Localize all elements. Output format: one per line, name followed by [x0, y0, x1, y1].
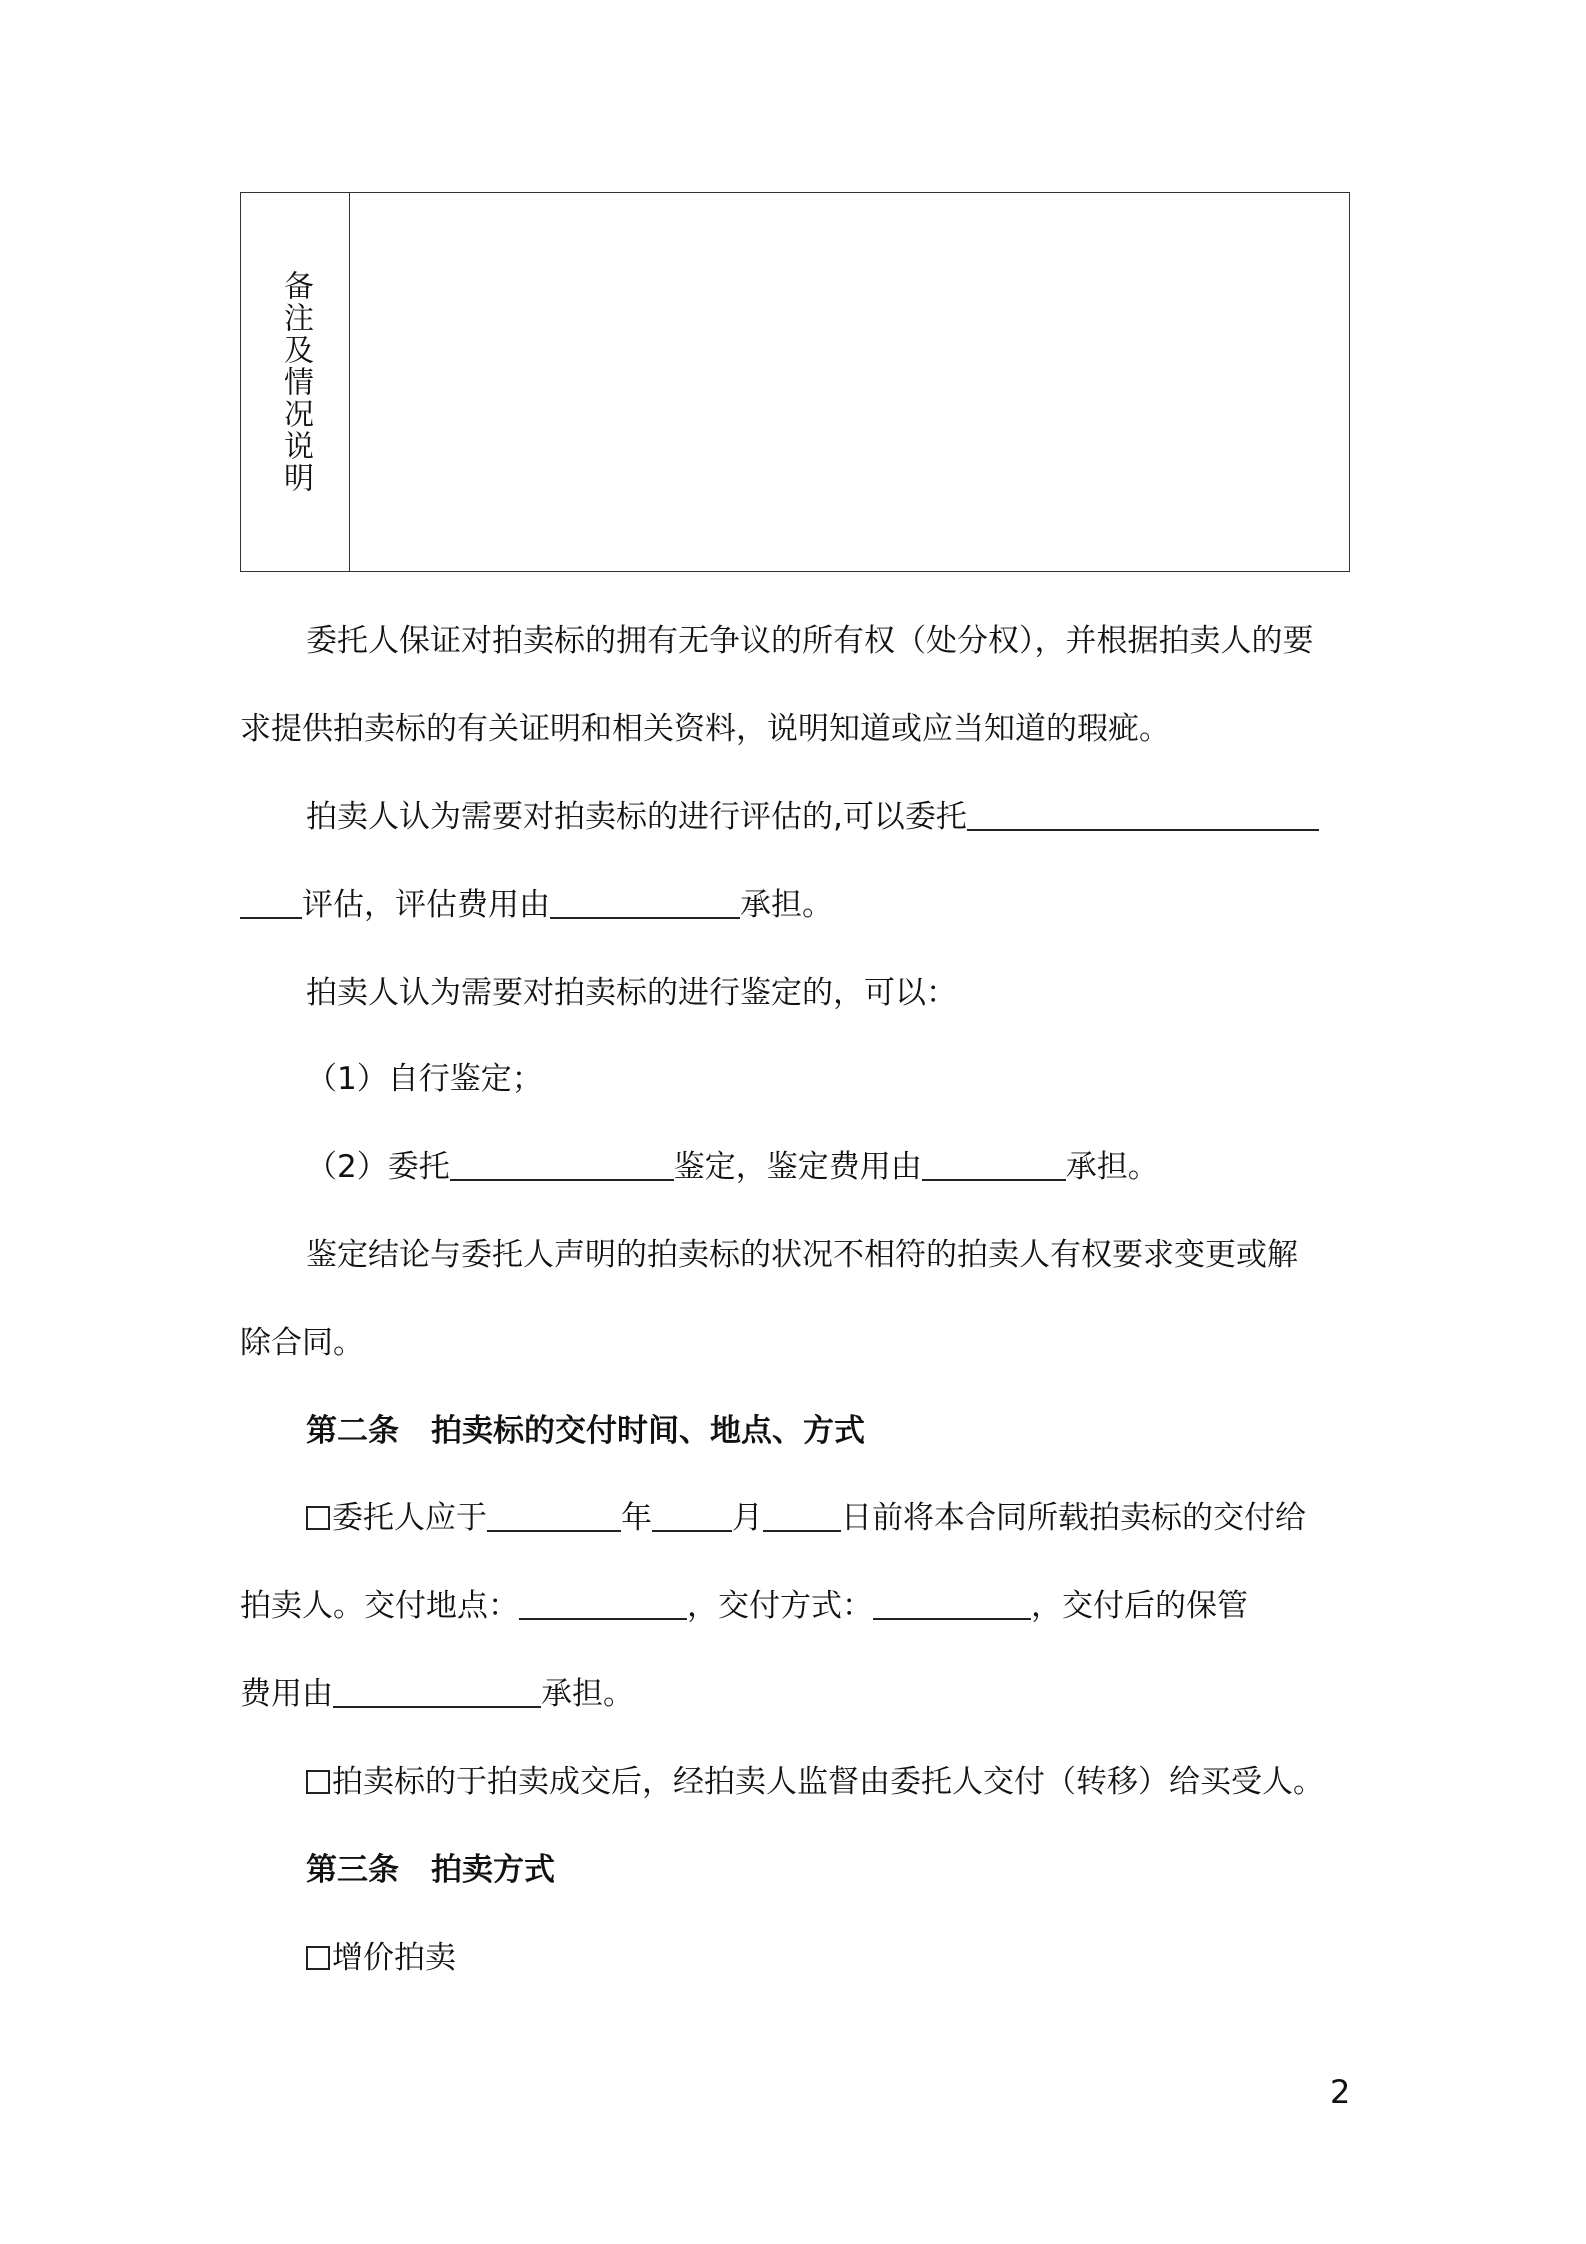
notes-label-cell	[241, 193, 350, 571]
delivery-method-blank[interactable]	[873, 1588, 1031, 1620]
paragraph-option-2: （2）委托 鉴定，鉴定费用由 承担。	[306, 1149, 1159, 1185]
paragraph-appraisal-line2: 评估，评估费用由 承担。	[240, 885, 1352, 925]
paragraph-delivery-line3: 费用由 承担。	[240, 1676, 634, 1712]
appraiser-blank-continued[interactable]	[240, 887, 302, 919]
authentication-fee-payer-blank[interactable]	[922, 1149, 1066, 1181]
paragraph-ascending-auction: 增价拍卖	[240, 1938, 1352, 1978]
paragraph-ownership-line2: 求提供拍卖标的有关证明和相关资料，说明知道或应当知道的瑕疵。	[240, 711, 1170, 747]
appraiser-blank[interactable]	[967, 799, 1319, 831]
paragraph-delivery-after-sale: 拍卖标的于拍卖成交后，经拍卖人监督由委托人交付（转移）给买受人。	[240, 1762, 1352, 1802]
paragraph-appraisal-line1: 拍卖人认为需要对拍卖标的进行评估的,可以委托	[240, 797, 1352, 837]
authenticator-blank[interactable]	[450, 1149, 674, 1181]
notes-label: 备注及情况说明	[278, 270, 313, 494]
paragraph-conclusion-line1: 鉴定结论与委托人声明的拍卖标的状况不相符的拍卖人有权要求变更或解	[306, 1237, 1298, 1273]
delivery-year-blank[interactable]	[487, 1500, 621, 1532]
checkbox-delivery-before-auction[interactable]	[306, 1506, 330, 1530]
paragraph-ownership-line1: 委托人保证对拍卖标的拥有无争议的所有权（处分权），并根据拍卖人的要	[306, 623, 1314, 659]
checkbox-ascending-auction[interactable]	[306, 1946, 330, 1970]
appraisal-fee-payer-blank[interactable]	[550, 887, 740, 919]
storage-fee-payer-blank[interactable]	[333, 1676, 541, 1708]
delivery-month-blank[interactable]	[652, 1500, 732, 1532]
article-2-heading: 第二条 拍卖标的交付时间、地点、方式	[306, 1413, 865, 1449]
article-3-heading: 第三条 拍卖方式	[306, 1852, 555, 1888]
notes-table	[240, 192, 1350, 572]
paragraph-authentication: 拍卖人认为需要对拍卖标的进行鉴定的，可以：	[306, 975, 957, 1011]
delivery-place-blank[interactable]	[519, 1588, 687, 1620]
page-number: 2	[1330, 2073, 1351, 2111]
notes-content-cell[interactable]	[350, 193, 1349, 571]
paragraph-conclusion-line2: 除合同。	[240, 1325, 364, 1361]
paragraph-option-1: （1）自行鉴定；	[306, 1061, 543, 1097]
paragraph-delivery-line1: 委托人应于 年 月 日前将本合同所载拍卖标的交付给	[240, 1498, 1352, 1538]
checkbox-delivery-after-sale[interactable]	[306, 1770, 330, 1794]
delivery-day-blank[interactable]	[763, 1500, 841, 1532]
paragraph-delivery-line2: 拍卖人。交付地点： ，交付方式： ，交付后的保管	[240, 1588, 1248, 1624]
